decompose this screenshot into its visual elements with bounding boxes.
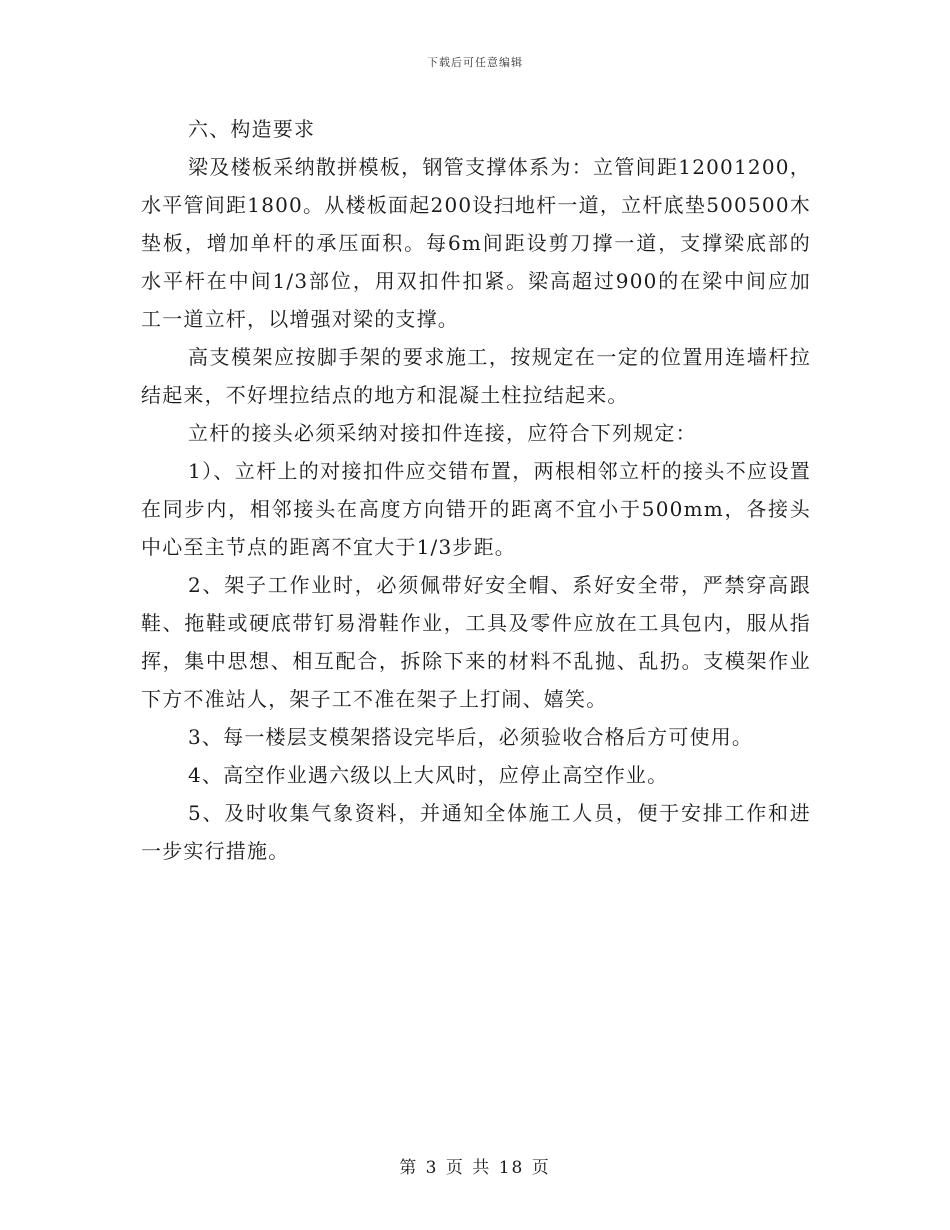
body-paragraph: 3、每一楼层支模架搭设完毕后，必须验收合格后方可使用。 [188, 725, 754, 749]
document-body [141, 110, 811, 870]
body-paragraph: 1）、立杆上的对接扣件应交错布置，两根相邻立杆的接头不应设置在同步内，相邻接头在高度方向错开的距离不宜小于500mm，各接头中心至主节点的距离不宜大于1/3步距。 [141, 459, 811, 559]
body-paragraph: 梁及楼板采纳散拼模板，钢管支撑体系为：立管间距12001200，水平管间距1800。从楼板面起200设扫地杆一道，立杆底垫500500木垫板，增加单杆的承压面积。每6m间距设剪刀撑一道，支撑梁底部的水平杆在中间1/3部位，用双扣件扣紧。梁高超过900的在梁中间应加工一道立杆，以增强对梁的支撑。 [141, 155, 811, 331]
body-paragraph: 5、及时收集气象资料，并通知全体施工人员，便于安排工作和进一步实行措施。 [141, 801, 811, 863]
body-paragraph: 立杆的接头必须采纳对接扣件连接，应符合下列规定： [188, 421, 697, 445]
body-paragraph: 2、架子工作业时，必须佩带好安全帽、系好安全带，严禁穿高跟鞋、拖鞋或硬底带钉易滑鞋作业，工具及零件应放在工具包内，服从指挥，集中思想、相互配合，拆除下来的材料不乱抛、乱扔。支模架作业下方不准站人，架子工不准在架子上打闹、嬉笑。 [141, 573, 811, 711]
page-header: 下载后可任意编辑 [427, 56, 523, 69]
body-paragraph: 高支模架应按脚手架的要求施工，按规定在一定的位置用连墙杆拉结起来，不好埋拉结点的地方和混凝土柱拉结起来。 [141, 345, 811, 407]
body-paragraph: 4、高空作业遇六级以上大风时，应停止高空作业。 [188, 763, 669, 787]
section-heading: 六、构造要求 [188, 117, 316, 141]
page-number-footer: 第 3 页 共 18 页 [399, 1158, 551, 1178]
